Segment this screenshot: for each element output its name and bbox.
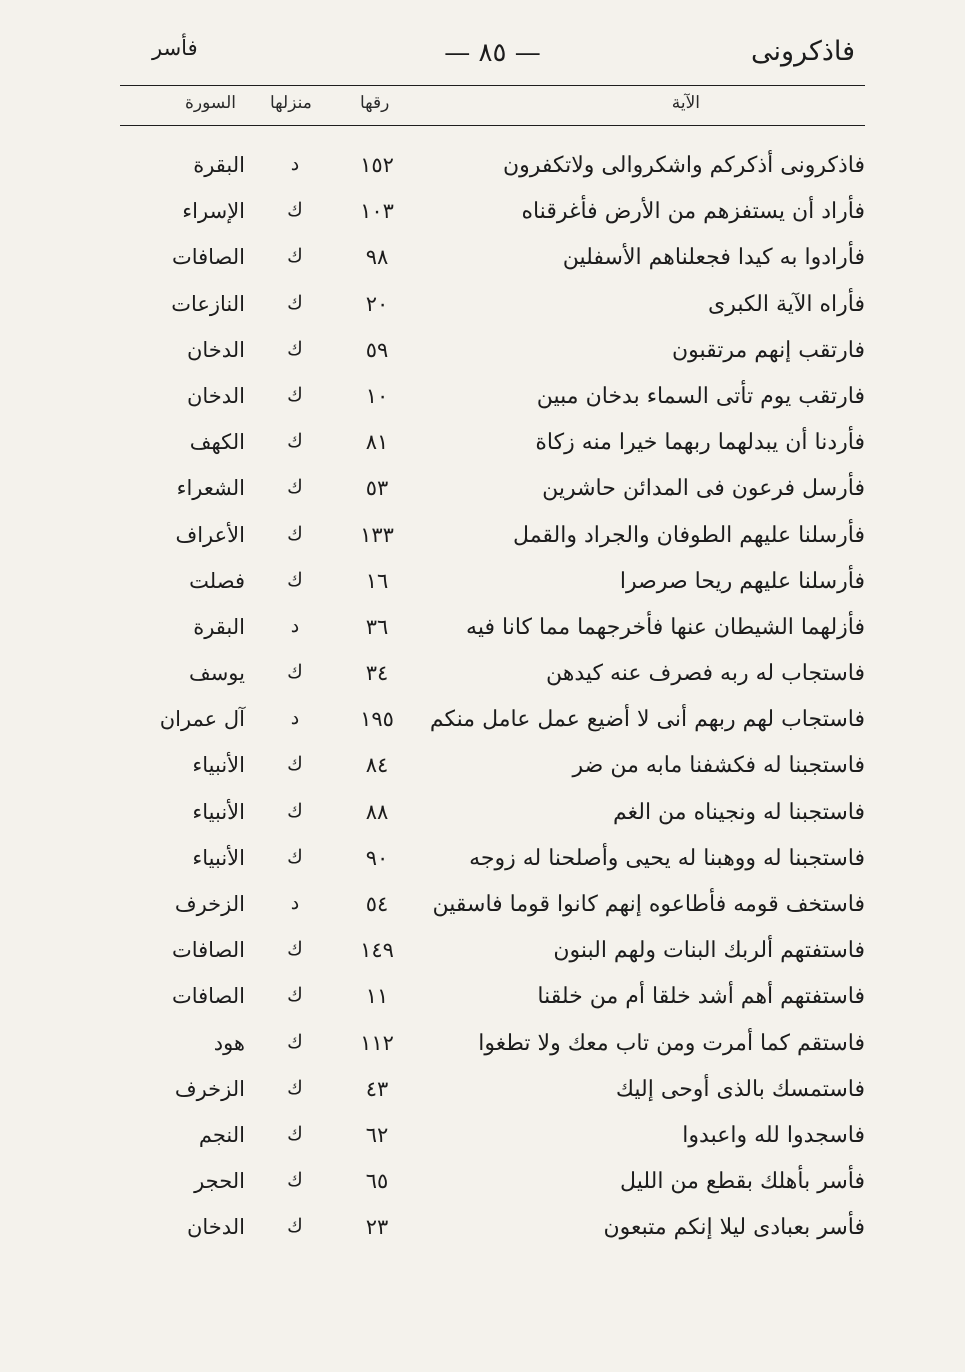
sura-name: الأنبياء: [192, 753, 245, 778]
sura-name: الدخان: [186, 1215, 245, 1240]
sura-name: آل عمران: [159, 707, 245, 732]
sura-name: الدخان: [186, 383, 245, 408]
table-row: [120, 565, 865, 611]
aya-number: ٨٤: [365, 753, 389, 778]
revelation-place: ك: [287, 1169, 303, 1192]
revelation-place: ك: [287, 1030, 303, 1053]
aya-text: فاستمسك بالذى أوحى إليك: [615, 1076, 865, 1102]
aya-number: ٦٥: [365, 1169, 389, 1194]
revelation-place: ك: [287, 337, 303, 360]
table-row: [120, 195, 865, 241]
aya-text: فأراه الآية الكبرى: [707, 291, 865, 317]
sura-name: الدخان: [186, 337, 245, 362]
aya-number: ٨٨: [365, 799, 389, 824]
aya-number: ٩٨: [365, 245, 389, 270]
revelation-place: د: [290, 614, 300, 637]
table-row: [120, 657, 865, 703]
table-row: [120, 796, 865, 842]
aya-number: ١٠٣: [360, 199, 394, 224]
aya-number: ٣٤: [365, 661, 389, 686]
sura-name: الأعراف: [175, 522, 245, 547]
aya-text: فارتقب يوم تأتى السماء بدخان مبين: [536, 383, 865, 409]
table-row: [120, 888, 865, 934]
table-row: [120, 1165, 865, 1211]
sura-name: النجم: [198, 1122, 245, 1147]
sura-name: يوسف: [188, 661, 245, 686]
table-row: [120, 749, 865, 795]
sura-name: البقرة: [193, 153, 245, 177]
sura-name: الشعراء: [176, 476, 245, 501]
aya-text: فاستجبنا له ووهبنا له يحيى وأصلحنا له زوجه: [469, 845, 865, 871]
table-row: [120, 241, 865, 287]
aya-number: ١٥٢: [360, 153, 394, 177]
table-row: [120, 426, 865, 472]
sura-name: الصافات: [171, 938, 245, 963]
table-row: [120, 1119, 865, 1165]
sura-name: الحجر: [194, 1169, 245, 1194]
aya-number: ٨١: [365, 430, 389, 455]
aya-text: فاسجدوا لله واعبدوا: [682, 1122, 865, 1148]
table-row: [120, 703, 865, 749]
aya-text: فاستجاب لهم ربهم أنى لا أضيع عمل عامل منكم: [429, 707, 865, 733]
table-row: [120, 380, 865, 426]
table-row: [120, 288, 865, 334]
aya-number: ١٠: [365, 383, 389, 408]
aya-text: فأرسل فرعون فى المدائن حاشرين: [542, 476, 865, 502]
aya-number: ٥٣: [365, 476, 389, 501]
sura-name: فصلت: [189, 568, 245, 593]
revelation-place: ك: [287, 1076, 303, 1099]
revelation-place: ك: [287, 430, 303, 453]
running-head-last-entry: فأسر: [152, 36, 198, 60]
revelation-place: د: [290, 892, 300, 914]
aya-number: ٥٩: [365, 337, 389, 362]
revelation-place: ك: [287, 1122, 303, 1145]
index-table: [120, 149, 865, 1258]
aya-text: فأسر بعبادى ليلا إنكم متبعون: [603, 1215, 865, 1241]
aya-text: فاستخف قومه فأطاعوه إنهم كانوا قوما فاسقين: [432, 892, 865, 917]
aya-text: فأردنا أن يبدلهما ربهما خيرا منه زكاة: [535, 430, 865, 456]
page-number: — ٨٥ —: [444, 38, 541, 68]
aya-text: فأرسلنا عليهم الطوفان والجراد والقمل: [513, 522, 865, 548]
aya-text: فاستفتهم ألربك البنات ولهم البنون: [553, 938, 865, 964]
page-header: [120, 36, 865, 80]
aya-text: فاذكرونى أذكركم واشكروالى ولاتكفرون: [502, 153, 865, 178]
aya-text: فأراد أن يستفزهم من الأرض فأغرقناه: [521, 199, 865, 225]
table-row: [120, 334, 865, 380]
aya-number: ٣٦: [365, 614, 389, 639]
revelation-place: ك: [287, 799, 303, 822]
aya-number: ١٦: [365, 568, 389, 593]
revelation-place: ك: [287, 245, 303, 268]
aya-number: ١١٢: [360, 1030, 394, 1055]
table-row: [120, 519, 865, 565]
aya-number: ٦٢: [365, 1122, 389, 1147]
sura-name: الصافات: [171, 245, 245, 270]
sura-name: الأنبياء: [192, 845, 245, 870]
header-rule: [120, 85, 865, 86]
aya-number: ١٤٩: [360, 938, 394, 963]
running-head-first-entry: فاذكرونى: [751, 36, 855, 67]
revelation-place: ك: [287, 383, 303, 406]
aya-number: ١٩٥: [360, 707, 394, 732]
revelation-place: ك: [287, 1215, 303, 1238]
table-row: [120, 1027, 865, 1073]
aya-text: فأسر بأهلك بقطع من الليل: [620, 1169, 865, 1195]
aya-text: فاستقم كما أمرت ومن تاب معك ولا تطغوا: [478, 1030, 865, 1056]
revelation-place: ك: [287, 199, 303, 222]
table-row: [120, 611, 865, 657]
aya-text: فأرادوا به كيدا فجعلناهم الأسفلين: [562, 245, 865, 271]
table-row: [120, 842, 865, 888]
aya-number: ٤٣: [365, 1076, 389, 1101]
aya-number: ٢٣: [365, 1215, 389, 1240]
table-row: [120, 934, 865, 980]
aya-text: فاستجبنا له ونجيناه من الغم: [612, 799, 865, 825]
sura-name: الأنبياء: [192, 799, 245, 824]
sura-name: النازعات: [171, 291, 245, 316]
aya-number: ٢٠: [365, 291, 389, 316]
table-row: [120, 980, 865, 1026]
table-row: [120, 149, 865, 195]
column-header-aya: الآية: [671, 93, 700, 113]
aya-number: ١١: [365, 984, 389, 1009]
aya-text: فارتقب إنهم مرتقبون: [671, 337, 865, 363]
sura-name: الإسراء: [182, 199, 245, 224]
revelation-place: ك: [287, 476, 303, 499]
revelation-place: ك: [287, 568, 303, 591]
aya-text: فاستجاب له ربه فصرف عنه كيدهن: [545, 661, 865, 687]
table-row: [120, 472, 865, 518]
column-header-number: رقها: [360, 93, 390, 113]
sura-name: هود: [213, 1030, 245, 1055]
revelation-place: ك: [287, 984, 303, 1007]
revelation-place: ك: [287, 845, 303, 868]
table-row: [120, 1211, 865, 1257]
aya-text: فأزلهما الشيطان عنها فأخرجهما مما كانا فيه: [466, 614, 865, 640]
column-header-sura: السورة: [185, 93, 236, 113]
sura-name: الزخرف: [174, 1076, 245, 1101]
column-header-rule: [120, 125, 865, 126]
sura-name: البقرة: [193, 614, 245, 639]
table-row: [120, 1073, 865, 1119]
revelation-place: ك: [287, 753, 303, 776]
sura-name: الكهف: [189, 430, 245, 455]
revelation-place: ك: [287, 938, 303, 961]
aya-number: ٩٠: [365, 845, 389, 870]
aya-number: ١٣٣: [360, 522, 394, 547]
revelation-place: د: [290, 153, 300, 175]
aya-text: فاستجبنا له فكشفنا مابه من ضر: [572, 753, 865, 779]
revelation-place: د: [290, 707, 300, 730]
column-header-place: منزلها: [270, 93, 312, 113]
aya-text: فأرسلنا عليهم ريحا صرصرا: [619, 568, 865, 594]
sura-name: الصافات: [171, 984, 245, 1009]
aya-number: ٥٤: [365, 892, 389, 916]
revelation-place: ك: [287, 522, 303, 545]
sura-name: الزخرف: [174, 892, 245, 916]
revelation-place: ك: [287, 291, 303, 314]
aya-text: فاستفتهم أهم أشد خلقا أم من خلقنا: [537, 984, 865, 1010]
revelation-place: ك: [287, 661, 303, 684]
